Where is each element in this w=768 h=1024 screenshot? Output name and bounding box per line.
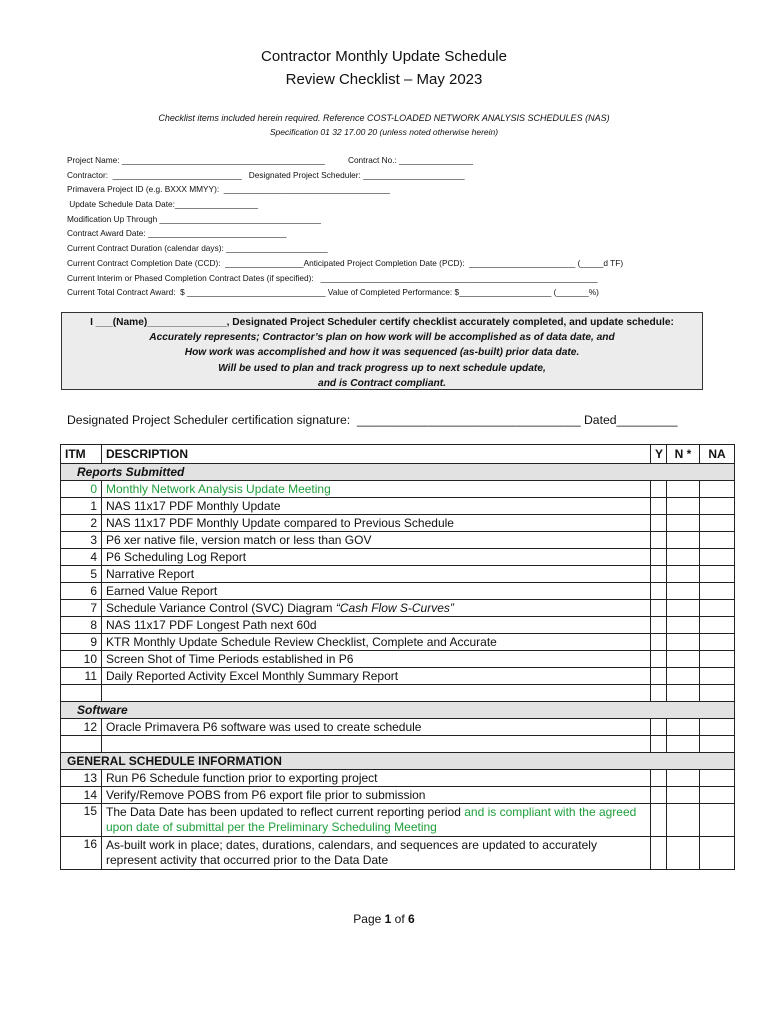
item-description <box>102 498 651 515</box>
award-date-field[interactable]: Contract Award Date: ______________________________ <box>67 228 287 239</box>
yes-checkbox-cell[interactable] <box>651 583 667 600</box>
item-number: 14 <box>61 787 102 804</box>
blank-row <box>61 736 735 753</box>
checklist-table <box>60 444 735 870</box>
na-checkbox-cell[interactable] <box>700 600 735 617</box>
description-text: The Data Date has been updated to reflect current reporting period <box>106 805 465 819</box>
item-number: 8 <box>61 617 102 634</box>
item-description <box>102 481 651 498</box>
table-row <box>61 617 735 634</box>
yes-checkbox-cell[interactable] <box>651 668 667 685</box>
no-checkbox-cell[interactable] <box>667 804 700 837</box>
no-checkbox-cell[interactable] <box>667 770 700 787</box>
certification-line-4: Will be used to plan and track progress up to next schedule update, <box>218 362 546 374</box>
no-checkbox-cell[interactable] <box>667 787 700 804</box>
item-number: 7 <box>61 600 102 617</box>
no-checkbox-cell[interactable] <box>667 634 700 651</box>
description-header: DESCRIPTION <box>102 445 651 464</box>
item-number: 2 <box>61 515 102 532</box>
item-number: 16 <box>61 837 102 870</box>
yes-checkbox-cell[interactable] <box>651 481 667 498</box>
document-title: Contractor Monthly Update Schedule <box>261 48 507 65</box>
item-number: 11 <box>61 668 102 685</box>
project-info-fields <box>67 153 707 300</box>
yes-checkbox-cell[interactable] <box>651 566 667 583</box>
description-text: As-built work in place; dates, durations, calendars, and sequences are updated to accurately represent activity that occurred prior to the Data Date <box>106 838 597 867</box>
item-number: 13 <box>61 770 102 787</box>
description-italic: “Cash Flow S-Curves” <box>335 600 454 615</box>
yes-checkbox-cell[interactable] <box>651 515 667 532</box>
no-checkbox-cell[interactable] <box>667 481 700 498</box>
no-checkbox-cell[interactable] <box>667 566 700 583</box>
no-checkbox-cell[interactable] <box>667 651 700 668</box>
page-footer <box>0 912 768 926</box>
certification-line-3: How work was accomplished and how it was sequenced (as-built) prior data date. <box>184 347 580 359</box>
item-number: 0 <box>61 481 102 498</box>
modification-field[interactable]: Modification Up Through ___________________________________ <box>67 213 322 224</box>
specification-note: Specification 01 32 17.00 20 (unless noted otherwise herein) <box>269 127 499 137</box>
page-number: 1 <box>384 912 392 926</box>
description-text: Schedule Variance Control (SVC) Diagram <box>106 600 336 615</box>
yes-checkbox-cell[interactable] <box>651 549 667 566</box>
itm-header: ITM <box>61 445 102 464</box>
no-checkbox-cell[interactable] <box>667 600 700 617</box>
table-row <box>61 719 735 736</box>
yes-checkbox-cell[interactable] <box>651 600 667 617</box>
reference-note: Checklist items included herein required. Reference COST-LOADED NETWORK ANALYSIS SCHEDULES (NAS) <box>158 113 610 123</box>
na-checkbox-cell[interactable] <box>700 583 735 600</box>
table-row <box>61 583 735 600</box>
na-checkbox-cell[interactable] <box>700 770 735 787</box>
description-text: KTR Monthly Update Schedule Review Checklist, Complete and Accurate <box>106 634 497 649</box>
description-text: Narrative Report <box>106 566 195 581</box>
page-word: Page <box>353 912 385 926</box>
item-description <box>102 837 651 870</box>
no-checkbox-cell[interactable] <box>667 837 700 870</box>
item-description <box>102 787 651 804</box>
na-checkbox-cell[interactable] <box>700 498 735 515</box>
table-row <box>61 532 735 549</box>
section-row <box>61 702 735 719</box>
na-checkbox-cell[interactable] <box>700 634 735 651</box>
table-row <box>61 634 735 651</box>
certification-line-2: Accurately represents; Contractor’s plan on how work will be accomplished as of data date, and <box>149 332 615 344</box>
item-description <box>102 719 651 736</box>
document-subtitle: Review Checklist – May 2023 <box>285 71 483 88</box>
item-number: 4 <box>61 549 102 566</box>
description-text: NAS 11x17 PDF Monthly Update <box>106 498 281 513</box>
item-description <box>102 549 651 566</box>
table-row <box>61 770 735 787</box>
na-checkbox-cell[interactable] <box>700 668 735 685</box>
yes-checkbox-cell[interactable] <box>651 617 667 634</box>
contractor-field[interactable]: Contractor: ____________________________ Designated Project Scheduler: ______________________ <box>67 169 465 180</box>
duration-field[interactable]: Current Contract Duration (calendar days): ______________________ <box>67 243 328 254</box>
item-description <box>102 515 651 532</box>
interim-dates-field[interactable]: Current Interim or Phased Completion Contract Dates (if specified): ____________________________________________________________ <box>67 272 598 283</box>
no-header: N * <box>667 445 700 464</box>
item-number: 3 <box>61 532 102 549</box>
item-description <box>102 532 651 549</box>
no-checkbox-cell[interactable] <box>667 617 700 634</box>
description-text: Screen Shot of Time Periods established in P6 <box>106 651 354 666</box>
item-number: 6 <box>61 583 102 600</box>
section-software: Software <box>61 702 735 719</box>
description-text: Earned Value Report <box>106 583 218 598</box>
contract-award-field[interactable]: Current Total Contract Award: $ ______________________________ Value of Completed Performance: $____________________ (_______%) <box>67 287 599 298</box>
data-date-field[interactable]: Update Schedule Data Date:__________________ <box>67 199 258 210</box>
certification-line-5: and is Contract compliant. <box>318 377 446 389</box>
yes-checkbox-cell[interactable] <box>651 651 667 668</box>
table-row <box>61 837 735 870</box>
item-description <box>102 600 651 617</box>
item-number: 12 <box>61 719 102 736</box>
no-checkbox-cell[interactable] <box>667 668 700 685</box>
no-checkbox-cell[interactable] <box>667 532 700 549</box>
of-word: of <box>391 912 409 926</box>
item-description <box>102 566 651 583</box>
item-description <box>102 804 651 837</box>
table-row <box>61 668 735 685</box>
certification-statement: I ___(Name)______________, Designated Project Scheduler certify checklist accurately completed, and update schedule: <box>90 317 674 328</box>
na-checkbox-cell[interactable] <box>700 481 735 498</box>
table-row <box>61 787 735 804</box>
item-number: 10 <box>61 651 102 668</box>
table-row <box>61 600 735 617</box>
description-text: P6 xer native file, version match or less than GOV <box>106 532 372 547</box>
na-checkbox-cell[interactable] <box>700 719 735 736</box>
na-checkbox-cell[interactable] <box>700 837 735 870</box>
description-text: NAS 11x17 PDF Longest Path next 60d <box>106 617 317 632</box>
section-reports: Reports Submitted <box>61 464 735 481</box>
section-general: GENERAL SCHEDULE INFORMATION <box>61 753 735 770</box>
description-text: Oracle Primavera P6 software was used to create schedule <box>106 719 422 734</box>
description-text: Verify/Remove POBS from P6 export file prior to submission <box>106 787 426 802</box>
item-number: 9 <box>61 634 102 651</box>
table-row <box>61 804 735 837</box>
yes-checkbox-cell[interactable] <box>651 804 667 837</box>
item-description <box>102 651 651 668</box>
table-row <box>61 481 735 498</box>
description-green: and is compliant with the agreed upon date of submittal per the Preliminary Scheduling Meeting <box>106 805 637 834</box>
na-checkbox-cell[interactable] <box>700 566 735 583</box>
no-checkbox-cell[interactable] <box>667 719 700 736</box>
na-header: NA <box>700 445 735 464</box>
section-row <box>61 753 735 770</box>
table-row <box>61 549 735 566</box>
primavera-id-field[interactable]: Primavera Project ID (e.g. BXXX MMYY): ____________________________________ <box>67 184 390 195</box>
item-description <box>102 634 651 651</box>
na-checkbox-cell[interactable] <box>700 804 735 837</box>
item-description <box>102 668 651 685</box>
item-description <box>102 770 651 787</box>
item-description <box>102 583 651 600</box>
item-number: 15 <box>61 804 102 837</box>
na-checkbox-cell[interactable] <box>700 617 735 634</box>
item-number: 1 <box>61 498 102 515</box>
page-total: 6 <box>408 912 415 926</box>
no-checkbox-cell[interactable] <box>667 515 700 532</box>
item-description <box>102 617 651 634</box>
description-text: NAS 11x17 PDF Monthly Update compared to Previous Schedule <box>106 515 454 530</box>
yes-checkbox-cell[interactable] <box>651 634 667 651</box>
project-name-field[interactable]: Project Name: ____________________________________________ Contract No.: ________________ <box>67 155 473 165</box>
completion-date-field[interactable]: Current Contract Completion Date (CCD): _________________Anticipated Project Completion Date (PCD): _______________________ (_____d TF) <box>67 257 624 268</box>
na-checkbox-cell[interactable] <box>700 549 735 566</box>
yes-checkbox-cell[interactable] <box>651 719 667 736</box>
certification-box <box>61 312 703 390</box>
signature-line[interactable]: Designated Project Scheduler certification signature: _________________________________ Dated_________ <box>67 413 678 427</box>
na-checkbox-cell[interactable] <box>700 532 735 549</box>
description-text: P6 Scheduling Log Report <box>106 549 247 564</box>
table-row <box>61 651 735 668</box>
yes-header: Y <box>651 445 667 464</box>
na-checkbox-cell[interactable] <box>700 515 735 532</box>
table-row <box>61 515 735 532</box>
description-text: Run P6 Schedule function prior to exporting project <box>106 770 378 785</box>
table-row <box>61 566 735 583</box>
yes-checkbox-cell[interactable] <box>651 837 667 870</box>
table-row <box>61 498 735 515</box>
no-checkbox-cell[interactable] <box>667 549 700 566</box>
description-text: Monthly Network Analysis Update Meeting <box>106 481 331 496</box>
yes-checkbox-cell[interactable] <box>651 498 667 515</box>
na-checkbox-cell[interactable] <box>700 651 735 668</box>
no-checkbox-cell[interactable] <box>667 498 700 515</box>
section-row <box>61 464 735 481</box>
table-header-row <box>61 445 735 464</box>
yes-checkbox-cell[interactable] <box>651 770 667 787</box>
yes-checkbox-cell[interactable] <box>651 532 667 549</box>
yes-checkbox-cell[interactable] <box>651 787 667 804</box>
description-text: Daily Reported Activity Excel Monthly Summary Report <box>106 668 399 683</box>
item-number: 5 <box>61 566 102 583</box>
blank-row <box>61 685 735 702</box>
no-checkbox-cell[interactable] <box>667 583 700 600</box>
na-checkbox-cell[interactable] <box>700 787 735 804</box>
